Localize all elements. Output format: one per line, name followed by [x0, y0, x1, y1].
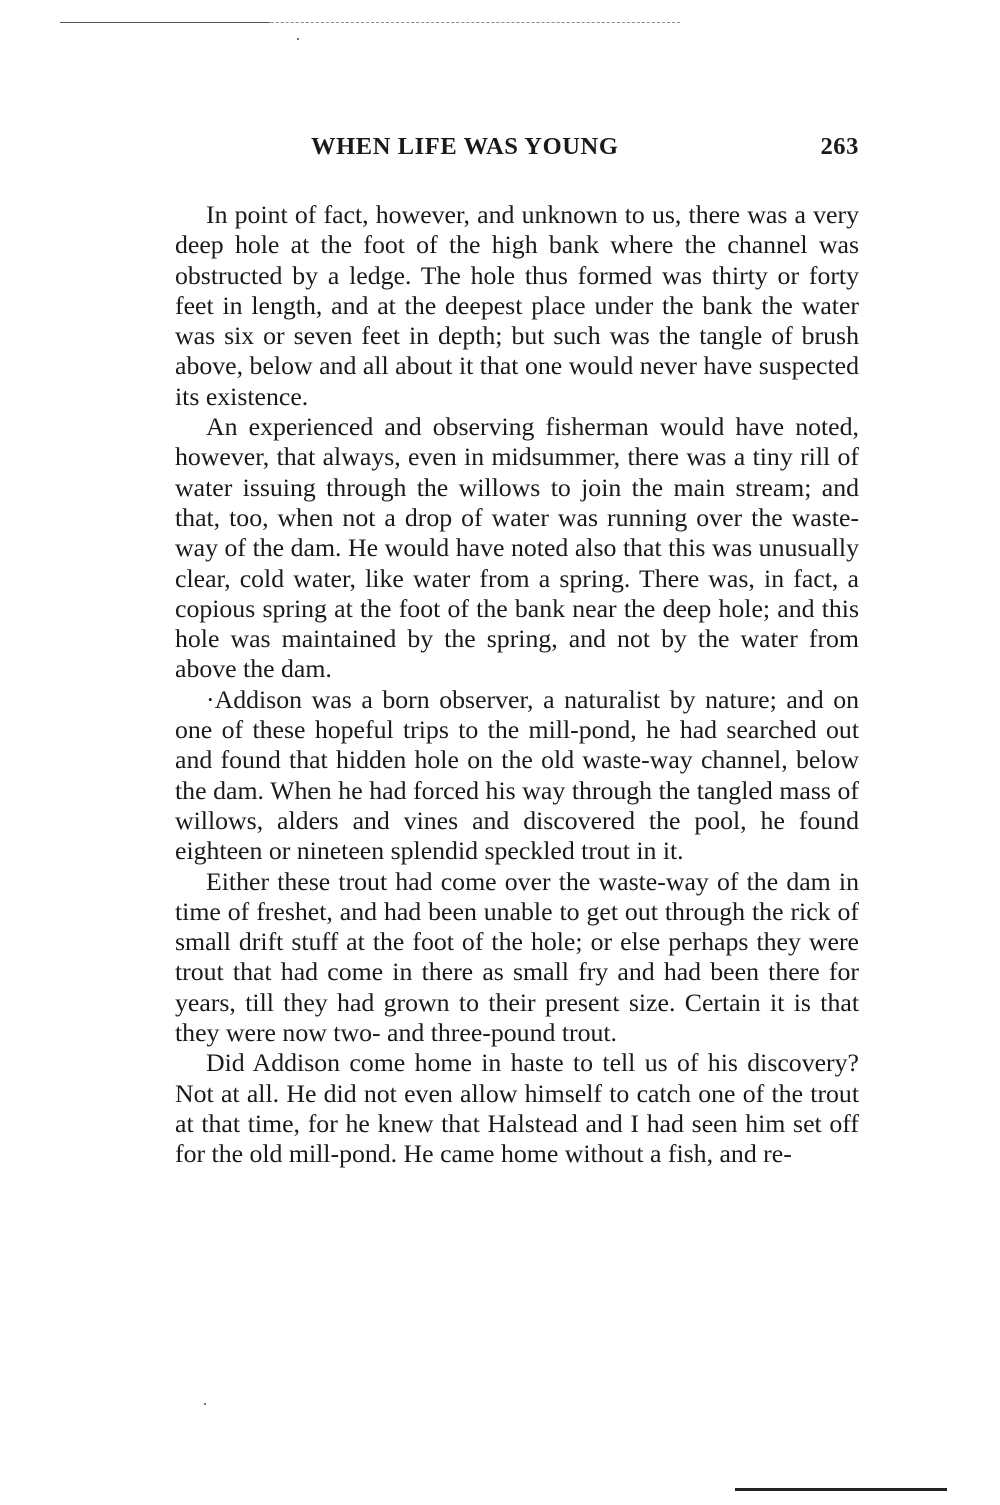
paragraph: An experienced and observing fisherman would have noted, however, that always, even in midsummer, there was a tiny rill of water issuing through the willows to join the main stream; and that, too, when not a drop of water was running over the waste-way of the dam. He would have noted also that this was unusually clear, cold water, like water from a spring. There was, in fact, a copious spring at the foot of the bank near the deep hole; and this hole was maintained by the spring, and not by the water from above the dam. [175, 412, 859, 684]
paragraph: Did Addison come home in haste to tell us of his discovery? Not at all. He did not even allow himself to catch one of the trout at that time, for he knew that Halstead and I had seen him set off for the old mill-pond. He came home without a fish, and re- [175, 1048, 859, 1169]
ink-speck [204, 1403, 206, 1405]
running-title: WHEN LIFE WAS YOUNG [311, 133, 619, 160]
page-header [311, 133, 859, 167]
body-text [175, 200, 859, 1170]
paragraph: ·Addison was a born observer, a naturalist by nature; and on one of these hopeful trips to the mill-pond, he had searched out and found that hidden hole on the old waste-way channel, below the dam. When he had forced his way through the tangled mass of willows, alders and vines and discovered the pool, he found eighteen or nineteen splendid speckled trout in it. [175, 684, 859, 866]
ink-speck [297, 38, 299, 40]
bottom-edge-rule [735, 1488, 947, 1491]
paragraph: Either these trout had come over the waste-way of the dam in time of freshet, and had been unable to get out through the rick of small drift stuff at the foot of the hole; or else perhaps they were trout that had come in there as small fry and had been there for years, till they had grown to their present size. Certain it is that they were now two- and three-pound trout. [175, 866, 859, 1048]
paragraph: In point of fact, however, and unknown to us, there was a very deep hole at the foot of the high bank where the channel was obstructed by a ledge. The hole thus formed was thirty or forty feet in length, and at the deepest place under the bank the water was six or seven feet in depth; but such was the tangle of brush above, below and all about it that one would never have suspected its existence. [175, 200, 859, 411]
page-number: 263 [820, 133, 859, 160]
top-edge-rule-solid [60, 22, 270, 23]
